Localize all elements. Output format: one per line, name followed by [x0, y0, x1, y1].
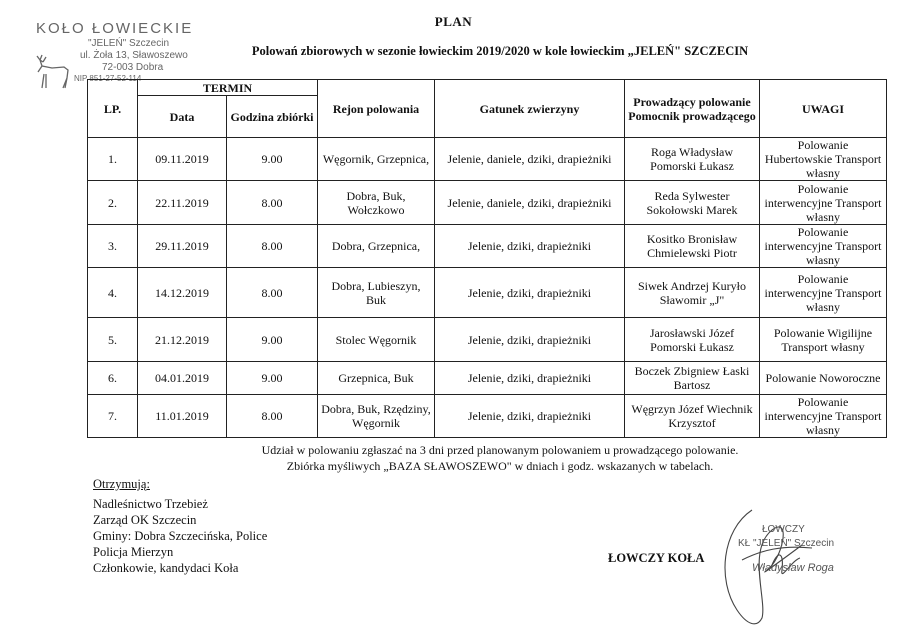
cell-data: 14.12.2019: [138, 268, 227, 318]
table-row: [88, 138, 887, 181]
cell-lp: 1.: [88, 138, 138, 181]
page-title: PLAN: [434, 14, 473, 29]
cell-prowadzacy: Węgrzyn Józef Wiechnik Krzysztof: [625, 395, 760, 438]
cell-gatunek: Jelenie, dziki, drapieżniki: [435, 395, 625, 438]
recipient-item: Policja Mierzyn: [93, 545, 174, 559]
table-row: [88, 181, 887, 225]
cell-lp: 6.: [88, 362, 138, 395]
cell-godzina: 8.00: [227, 181, 318, 225]
recipient-item: Członkowie, kandydaci Koła: [93, 561, 239, 575]
cell-uwagi: Polowanie Wigilijne Transport własny: [760, 318, 887, 362]
hunt-schedule-table: [87, 79, 887, 438]
sig-stamp-line-1: ŁOWCZY: [762, 524, 805, 535]
cell-lp: 5.: [88, 318, 138, 362]
cell-uwagi: Polowanie Hubertowskie Transport własny: [760, 138, 887, 181]
deer-logo-icon: [30, 50, 74, 92]
cell-lp: 2.: [88, 181, 138, 225]
sig-stamp-line-2: KŁ "JELEŃ" Szczecin: [738, 538, 835, 549]
cell-data: 29.11.2019: [138, 225, 227, 268]
cell-prowadzacy: Boczek Zbigniew Łaski Bartosz: [625, 362, 760, 395]
cell-uwagi: Polowanie interwencyjne Transport własny: [760, 225, 887, 268]
cell-rejon: Dobra, Buk, Rzędziny, Węgornik: [318, 395, 435, 438]
sig-name: Władysław Roga: [752, 562, 834, 574]
cell-lp: 4.: [88, 268, 138, 318]
cell-prowadzacy: Reda Sylwester Sokołowski Marek: [625, 181, 760, 225]
recipients-heading: Otrzymują:: [93, 477, 150, 491]
cell-data: 04.01.2019: [138, 362, 227, 395]
cell-data: 09.11.2019: [138, 138, 227, 181]
cell-gatunek: Jelenie, dziki, drapieżniki: [435, 362, 625, 395]
cell-gatunek: Jelenie, dziki, drapieżniki: [435, 268, 625, 318]
cell-uwagi: Polowanie interwencyjne Transport własny: [760, 181, 887, 225]
header-prowadzacy: Prowadzący polowanie Pomocnik prowadzącego: [625, 80, 760, 138]
recipients-list: [93, 476, 267, 576]
cell-uwagi: Polowanie interwencyjne Transport własny: [760, 395, 887, 438]
table-row: [88, 225, 887, 268]
table-row: [88, 362, 887, 395]
table-row: [88, 268, 887, 318]
note-line-1: Udział w polowaniu zgłaszać na 3 dni przed planowanym polowaniem u prowadzącego polowanie.: [261, 443, 739, 457]
cell-godzina: 8.00: [227, 268, 318, 318]
signer-role: ŁOWCZY KOŁA: [608, 551, 705, 565]
cell-godzina: 9.00: [227, 362, 318, 395]
participation-notes: [200, 442, 800, 474]
cell-uwagi: Polowanie Noworoczne: [760, 362, 887, 395]
table-row: [88, 318, 887, 362]
recipient-item: Gminy: Dobra Szczecińska, Police: [93, 529, 268, 543]
cell-lp: 7.: [88, 395, 138, 438]
signature-area: [712, 490, 872, 640]
stamp-line-3: 72-003 Dobra: [102, 62, 164, 73]
header-gatunek: Gatunek zwierzyny: [435, 80, 625, 138]
cell-godzina: 9.00: [227, 318, 318, 362]
cell-gatunek: Jelenie, dziki, drapieżniki: [435, 225, 625, 268]
header-uwagi: UWAGI: [760, 80, 887, 138]
cell-prowadzacy: Jarosławski Józef Pomorski Łukasz: [625, 318, 760, 362]
stamp-line-2: ul. Żoła 13, Sławoszewo: [80, 50, 188, 61]
cell-data: 21.12.2019: [138, 318, 227, 362]
header-rejon: Rejon polowania: [318, 80, 435, 138]
cell-gatunek: Jelenie, daniele, dziki, drapieżniki: [435, 138, 625, 181]
cell-godzina: 9.00: [227, 138, 318, 181]
cell-data: 22.11.2019: [138, 181, 227, 225]
stamp-line-4: NIP 851-27-52-114: [74, 74, 142, 83]
cell-lp: 3.: [88, 225, 138, 268]
cell-rejon: Dobra, Lubieszyn, Buk: [318, 268, 435, 318]
header-data: Data: [138, 96, 227, 138]
cell-prowadzacy: Kositko Bronisław Chmielewski Piotr: [625, 225, 760, 268]
stamp-line-1: "JELEŃ" Szczecin: [88, 38, 170, 49]
cell-prowadzacy: Siwek Andrzej Kuryło Sławomir „J": [625, 268, 760, 318]
cell-rejon: Dobra, Buk, Wołczkowo: [318, 181, 435, 225]
table-row: [88, 395, 887, 438]
cell-rejon: Dobra, Grzepnica,: [318, 225, 435, 268]
note-line-2: Zbiórka myśliwych „BAZA SŁAWOSZEWO" w dniach i godz. wskazanych w tabelach.: [286, 459, 714, 473]
header-godzina: Godzina zbiórki: [227, 96, 318, 138]
header-lp: LP.: [88, 80, 138, 138]
recipient-item: Zarząd OK Szczecin: [93, 513, 197, 527]
cell-godzina: 8.00: [227, 395, 318, 438]
cell-gatunek: Jelenie, daniele, dziki, drapieżniki: [435, 181, 625, 225]
cell-godzina: 8.00: [227, 225, 318, 268]
cell-rejon: Grzepnica, Buk: [318, 362, 435, 395]
cell-rejon: Stolec Węgornik: [318, 318, 435, 362]
cell-uwagi: Polowanie interwencyjne Transport własny: [760, 268, 887, 318]
cell-data: 11.01.2019: [138, 395, 227, 438]
cell-gatunek: Jelenie, dziki, drapieżniki: [435, 318, 625, 362]
stamp-club-name: KOŁO ŁOWIECKIE: [36, 20, 194, 37]
recipient-item: Nadleśnictwo Trzebież: [93, 497, 208, 511]
page-subtitle: Polowań zbiorowych w sezonie łowieckim 2019/2020 w kole łowieckim „JELEŃ" SZCZECIN: [251, 44, 749, 58]
header-termin: TERMIN: [138, 80, 318, 96]
cell-prowadzacy: Roga Władysław Pomorski Łukasz: [625, 138, 760, 181]
cell-rejon: Węgornik, Grzepnica,: [318, 138, 435, 181]
